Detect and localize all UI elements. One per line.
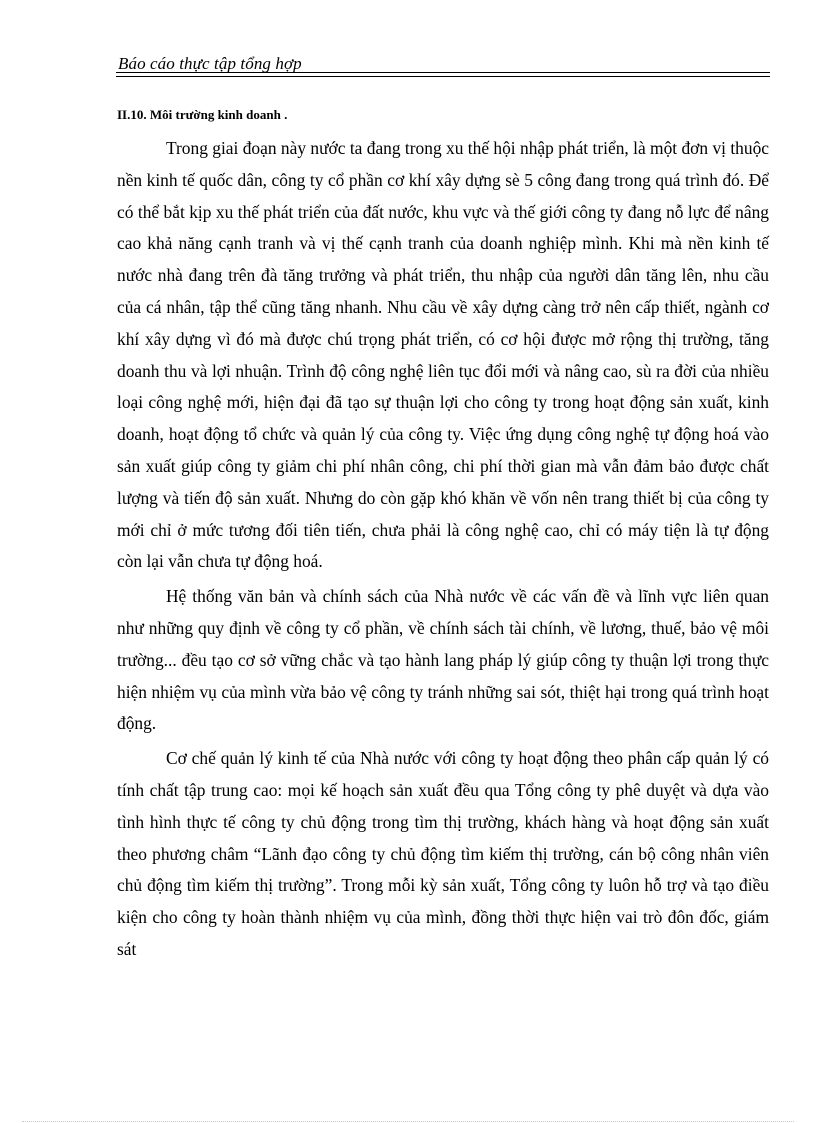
header-rule-top <box>116 72 770 73</box>
section-heading: II.10. Môi trường kinh doanh . <box>117 107 288 122</box>
header-rule-bottom <box>116 76 770 77</box>
page-header <box>116 52 770 76</box>
header-title: Báo cáo thực tập tổng hợp <box>118 54 302 73</box>
paragraph-business-environment: Trong giai đoạn này nước ta đang trong xu thế hội nhập phát triển, là một đơn vị thuộc nền kinh tế quốc dân, công ty cổ phần cơ khí xây dựng sè 5 công đang trong quá trình đó. Để có thể bắt kịp xu thế phát triển của đất nước, khu vực và thế giới công ty đang nỗ lực để nâng cao khả năng cạnh tranh và vị thế cạnh tranh của doanh nghiệp mình. Khi mà nền kinh tế nước nhà đang trên đà tăng trưởng và phát triển, thu nhập của người dân tăng lên, nhu cầu của cá nhân, tập thể cũng tăng nhanh. Nhu cầu về xây dựng càng trở nên cấp thiết, ngành cơ khí xây dựng vì đó mà được chú trọng phát triển, có cơ hội được mở rộng thị trường, tăng doanh thu và lợi nhuận. Trình độ công nghệ liên tục đổi mới và nâng cao, sù ra đời của nhiều loại công nghệ mới, hiện đại đã tạo sự thuận lợi cho công ty trong hoạt động sản xuất, kinh doanh, hoạt động tổ chức và quản lý của công ty. Việc ứng dụng công nghệ tự động hoá vào sản xuất giúp công ty giảm chi phí nhân công, chi phí thời gian mà vẫn đảm bảo được chất lượng và tiến độ sản xuất. Nhưng do còn gặp khó khăn về vốn nên trang thiết bị của công ty mới chỉ ở mức tương đối tiên tiến, chưa phải là công nghệ cao, chỉ có máy tiện là tự động còn lại vẫn chưa tự động hoá. <box>117 138 769 572</box>
page-bottom-divider <box>22 1121 794 1122</box>
paragraph-legal-framework: Hệ thống văn bản và chính sách của Nhà nước về các vấn đề và lĩnh vực liên quan như những quy định về công ty cổ phần, về chính sách tài chính, về lương, thuế, bảo vệ môi trường... đều tạo cơ sở vững chắc và tạo hành lang pháp lý giúp công ty thuận lợi trong thực hiện nhiệm vụ của mình vừa bảo vệ công ty tránh những sai sót, thiệt hại trong quá trình hoạt động. <box>117 586 769 734</box>
paragraph-management-mechanism: Cơ chế quản lý kinh tế của Nhà nước với công ty hoạt động theo phân cấp quản lý có tính chất tập trung cao: mọi kế hoạch sản xuất đều qua Tổng công ty phê duyệt và dựa vào tình hình thực tế công ty chủ động trong tìm thị trường, khách hàng và hoạt động sản xuất theo phương châm “Lãnh đạo công ty chủ động tìm kiếm thị trường, cán bộ công nhân viên chủ động tìm kiếm thị trường”. Trong mỗi kỳ sản xuất, Tổng công ty luôn hỗ trợ và tạo điều kiện cho công ty hoàn thành nhiệm vụ của mình, đồng thời thực hiện vai trò đôn đốc, giám sát <box>117 748 769 959</box>
body-text <box>117 133 769 969</box>
